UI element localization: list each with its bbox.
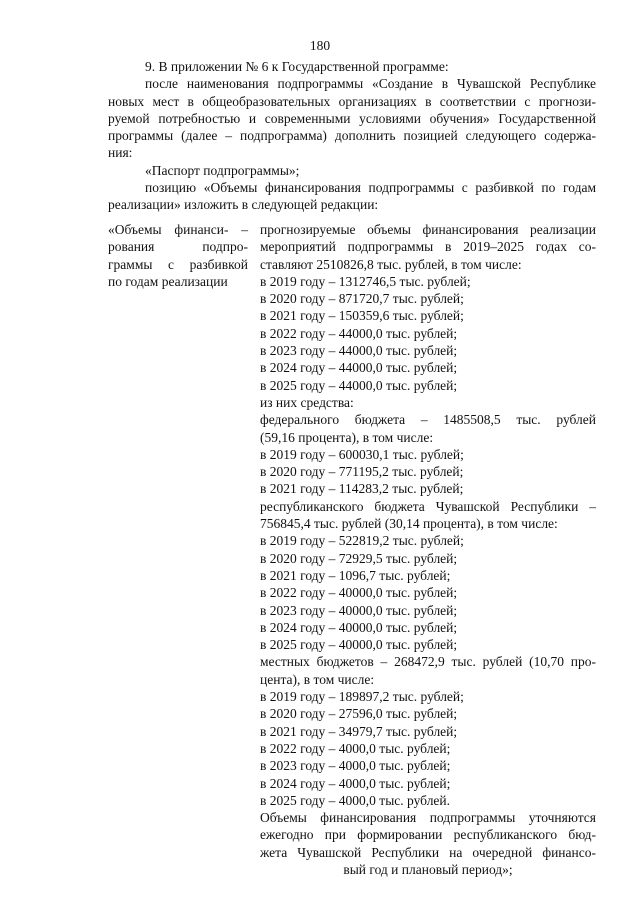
year-line: в 2020 году – 771195,2 тыс. рублей;	[260, 464, 464, 480]
year-line: в 2024 году – 44000,0 тыс. рублей;	[260, 360, 458, 376]
intro-paragraph-2-line-4: программы (далее – подпрограмма) дополнить позицией следующего содержа-	[108, 128, 596, 144]
intro-paragraph-2-line-1: после наименования подпрограммы «Создание в Чувашской Республике	[145, 76, 596, 92]
page-number: 180	[309, 38, 331, 53]
year-line: в 2020 году – 27596,0 тыс. рублей;	[260, 706, 458, 722]
intro-paragraph-1: 9. В приложении № 6 к Государственной программе:	[145, 59, 449, 74]
left-line: рования подпро-	[108, 239, 248, 255]
year-line: в 2023 году – 40000,0 тыс. рублей;	[260, 602, 458, 618]
year-line: в 2023 году – 44000,0 тыс. рублей;	[260, 343, 458, 359]
right-line: вый год и плановый период»;	[343, 861, 513, 877]
intro-paragraph-2-line-3: руемой потребностью и современными условиями обучения» Государственной	[108, 110, 596, 126]
right-line: прогнозируемые объемы финансирования реализации	[260, 222, 596, 237]
year-line: в 2019 году – 189897,2 тыс. рублей;	[260, 689, 464, 705]
intro-paragraph-3: «Паспорт подпрограммы»;	[145, 162, 300, 178]
year-line: в 2021 году – 114283,2 тыс. рублей;	[260, 481, 464, 497]
year-line: в 2022 году – 4000,0 тыс. рублей;	[260, 740, 451, 756]
right-line: 756845,4 тыс. рублей (30,14 процента), в том числе:	[260, 516, 558, 532]
right-line: местных бюджетов – 268472,9 тыс. рублей (10,70 про-	[260, 654, 596, 670]
year-line: в 2020 году – 72929,5 тыс. рублей;	[260, 550, 458, 566]
right-line: Объемы финансирования подпрограммы уточняются	[260, 810, 596, 826]
left-line: «Объемы финанси- –	[108, 222, 248, 237]
year-line: в 2019 году – 600030,1 тыс. рублей;	[260, 446, 464, 462]
right-line: (59,16 процента), в том числе:	[260, 429, 434, 445]
year-line: в 2023 году – 4000,0 тыс. рублей;	[260, 758, 451, 774]
year-line: в 2024 году – 40000,0 тыс. рублей;	[260, 619, 458, 635]
year-line: в 2025 году – 40000,0 тыс. рублей;	[260, 637, 458, 653]
year-line: в 2024 году – 4000,0 тыс. рублей;	[260, 775, 451, 791]
year-line: в 2025 году – 4000,0 тыс. рублей.	[260, 792, 451, 808]
table-right-column	[260, 221, 596, 878]
right-line: республиканского бюджета Чувашской Республики –	[260, 498, 596, 514]
year-line: в 2019 году – 1312746,5 тыс. рублей;	[260, 273, 471, 289]
right-line: ставляют 2510826,8 тыс. рублей, в том числе:	[260, 256, 522, 272]
left-line: по годам реализации	[108, 273, 228, 289]
year-line: в 2021 году – 34979,7 тыс. рублей;	[260, 723, 458, 739]
intro-paragraph-4-line-2: реализации» изложить в следующей редакции:	[108, 197, 379, 213]
year-line: в 2025 году – 44000,0 тыс. рублей;	[260, 377, 458, 393]
year-line: в 2020 году – 871720,7 тыс. рублей;	[260, 291, 464, 307]
table-left-column	[108, 221, 248, 290]
right-line: ежегодно при формировании республиканского бюд-	[260, 827, 596, 843]
year-line: в 2022 году – 44000,0 тыс. рублей;	[260, 325, 458, 341]
year-line: в 2021 году – 1096,7 тыс. рублей;	[260, 567, 451, 583]
right-line: цента), в том числе:	[260, 671, 375, 687]
year-line: в 2019 году – 522819,2 тыс. рублей;	[260, 533, 464, 549]
right-line: из них средства:	[260, 394, 354, 410]
right-line: федерального бюджета – 1485508,5 тыс. рублей	[260, 412, 596, 428]
intro-paragraph-2-line-2: новых мест в общеобразовательных организациях в соответствии с прогнози-	[108, 93, 596, 109]
right-line: мероприятий подпрограммы в 2019–2025 годах со-	[260, 239, 596, 255]
intro-paragraph-4-line-1: позицию «Объемы финансирования подпрограммы с разбивкой по годам	[145, 180, 596, 196]
intro-paragraph-2-line-5: ния:	[108, 145, 133, 161]
year-line: в 2022 году – 40000,0 тыс. рублей;	[260, 585, 458, 601]
left-line: граммы с разбивкой	[108, 256, 248, 272]
year-line: в 2021 году – 150359,6 тыс. рублей;	[260, 308, 464, 324]
right-line: жета Чувашской Республики на очередной финансо-	[260, 844, 596, 860]
intro-text	[108, 58, 596, 214]
